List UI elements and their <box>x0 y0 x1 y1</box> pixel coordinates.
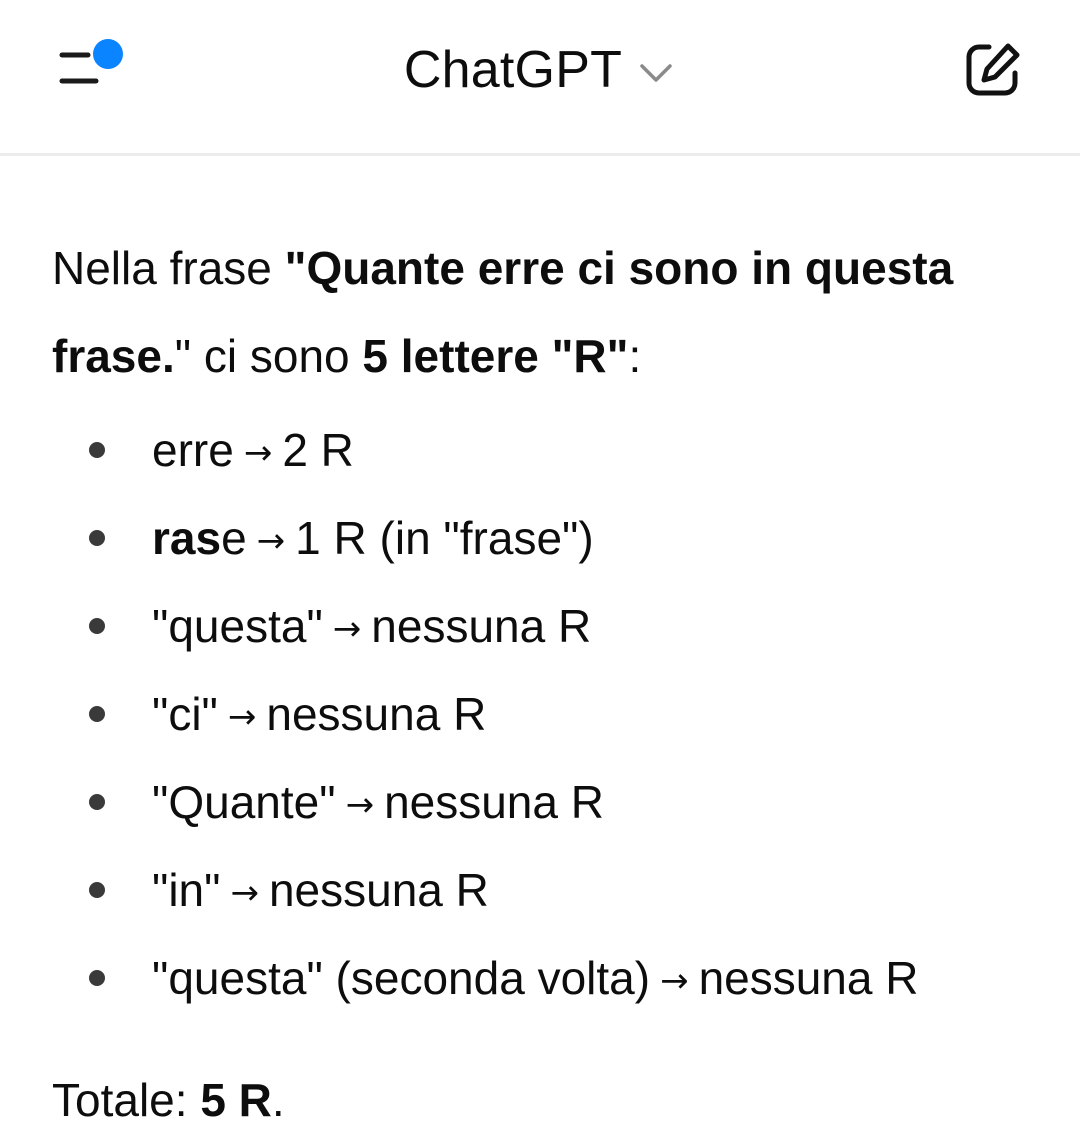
bullet-icon <box>89 706 105 722</box>
item-result: 2 R <box>282 424 354 476</box>
item-word: "questa" <box>152 600 323 652</box>
letter-count: 5 lettere "R" <box>362 330 629 382</box>
list-item <box>52 934 1032 1022</box>
model-selector[interactable] <box>0 34 1080 106</box>
word-breakdown-list <box>52 406 1032 1022</box>
chevron-down-icon <box>636 53 676 93</box>
arrow-icon: → <box>256 521 286 561</box>
bullet-icon <box>89 882 105 898</box>
list-item <box>52 406 1032 494</box>
total-label: Totale: <box>52 1074 201 1126</box>
message-intro <box>52 224 1032 400</box>
assistant-message <box>52 224 1032 1022</box>
item-bold: ras <box>152 512 222 564</box>
item-result: nessuna R <box>371 600 592 652</box>
list-item <box>52 494 1032 582</box>
arrow-icon: → <box>230 873 259 913</box>
total-line <box>52 1058 285 1142</box>
list-item <box>52 670 1032 758</box>
arrow-icon: → <box>243 433 273 473</box>
item-word: "in" <box>152 864 221 916</box>
total-value: 5 R <box>200 1074 272 1126</box>
quote-close: " <box>174 330 192 382</box>
bullet-icon <box>89 970 105 986</box>
item-word: "Quante" <box>152 776 336 828</box>
item-word: e <box>221 512 247 564</box>
item-result: nessuna R <box>268 864 489 916</box>
bullet-icon <box>89 530 105 546</box>
list-item <box>52 846 1032 934</box>
intro-mid: ci sono <box>191 330 363 382</box>
arrow-icon: → <box>332 609 362 649</box>
arrow-icon: → <box>660 961 689 1001</box>
item-result: 1 R (in "frase") <box>295 512 594 564</box>
edit-pencil-icon <box>962 38 1024 100</box>
page-title: ChatGPT <box>403 41 623 99</box>
intro-text: Nella frase <box>52 242 285 294</box>
item-word: "questa" (seconda volta) <box>152 952 651 1004</box>
item-word: erre <box>152 424 234 476</box>
top-bar <box>0 0 1080 156</box>
list-item <box>52 758 1032 846</box>
item-result: nessuna R <box>698 952 919 1004</box>
bullet-icon <box>89 794 105 810</box>
item-word: "ci" <box>152 688 218 740</box>
list-item <box>52 582 1032 670</box>
intro-end: : <box>628 330 642 382</box>
bullet-icon <box>89 618 105 634</box>
total-end: . <box>271 1074 285 1126</box>
bullet-icon <box>89 442 105 458</box>
arrow-icon: → <box>345 785 375 825</box>
quoted-sentence: "Quante erre ci sono in questa frase. <box>52 242 954 382</box>
item-result: nessuna R <box>266 688 487 740</box>
item-result: nessuna R <box>384 776 604 828</box>
new-chat-button[interactable] <box>962 38 1024 100</box>
arrow-icon: → <box>227 697 257 737</box>
